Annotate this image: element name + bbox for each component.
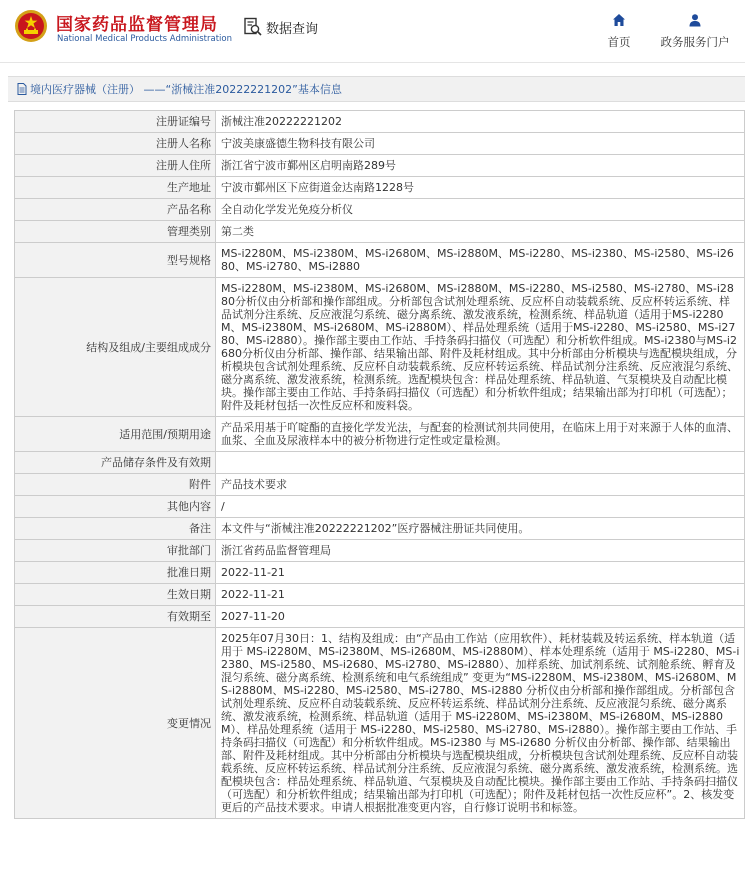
field-label: 变更情况 [15,628,216,819]
field-value: 产品采用基于吖啶酯的直接化学发光法，与配套的检测试剂共同使用，在临床上用于对来源于人体的血清、血浆、全血及尿液样本中的被分析物进行定性或定量检测。 [216,417,745,452]
nav-home-label: 首页 [607,35,631,49]
table-row [15,606,745,628]
field-value: MS-i2280M、MS-i2380M、MS-i2680M、MS-i2880M、MS-i2280、MS-i2380、MS-i2580、MS-i2680、MS-i2780、MS-i2880 [216,243,745,278]
field-label: 管理类别 [15,221,216,243]
field-value: 全自动化学发光免疫分析仪 [216,199,745,221]
document-icon [17,83,27,95]
field-value: MS-i2280M、MS-i2380M、MS-i2680M、MS-i2880M、MS-i2280、MS-i2580、MS-i2780、MS-i2880分析仪由分析部和操作部组成。分析部包含试剂处理系统、反应杯自动装载系统、反应杯转运系统、样品试剂分注系统、反应液混匀系统、磁分离系统、激发液系统，检测系统、样品轨道（适用于MS-i2280M、MS-i2380M、MS-i2680M、MS-i2880M）、样品处理系统（适用于MS-i2280、MS-i2580、MS-i2780、MS-i2880）。操作部主要由工作站、手持条码扫描仪（可选配）和分析软件组成。MS-i2380与MS-i2680分析仪由分析部、操作部、结果输出部、附件及耗材组成。其中分析部由分析模块与选配模块组成，分析模块包含试剂处理系统、反应杯自动装载系统、反应杯转运系统、样品试剂分注系统、反应液混匀系统、磁分离系统、激发液系统，检测系统。选配模块包含：样品处理系统、样品轨道、气泵模块及自动配比模块。操作部主要由工作站、手持条码扫描仪（可选配）和分析软件组成；结果输出部为打印机（可选配）；附件及耗材包括一次性反应杯和废料袋。 [216,278,745,417]
table-row [15,177,745,199]
table-row [15,278,745,417]
field-value: 2027-11-20 [216,606,745,628]
field-label: 注册人名称 [15,133,216,155]
field-value: 第二类 [216,221,745,243]
field-value: / [216,496,745,518]
field-value: 2022-11-21 [216,562,745,584]
nav-gov-service-label: 政务服务门户 [660,35,730,49]
table-row [15,452,745,474]
table-row [15,133,745,155]
field-value: 2025年07月30日：1、结构及组成：由“产品由工作站（应用软件）、耗材装载及转运系统、样本轨道（适用于 MS-i2280M、MS-i2380M、MS-i2680M、MS-i2880M）、样本处理系统（适用于 MS-i2280、MS-i2380、MS-i2580、MS-i2680、MS-i2780、MS-i2880）、加样系统、加试剂系统、试剂舱系统、孵育及混匀系统、磁分离系统、检测系统和电气系统组成” 变更为“MS-i2280M、MS-i2380M、MS-i2680M、MS-i2880M、MS-i2280、MS-i2580、MS-i2780、MS-i2880 分析仪由分析部和操作部组成。分析部包含试剂处理系统、反应杯自动装载系统、反应杯转运系统、样品试剂分注系统、反应液混匀系统、磁分离系统、激发液系统，检测系统、样品轨道（适用于 MS-i2280M、MS-i2380M、MS-i2680M、MS-i2880M）、样品处理系统（适用于 MS-i2280、MS-i2580、MS-i2780、MS-i2880）。操作部主要由工作站、手持条码扫描仪（可选配）和分析软件组成。MS-i2380 与 MS-i2680 分析仪由分析部、操作部、结果输出部、附件及耗材组成。其中分析部由分析模块与选配模块组成，分析模块包含试剂处理系统、反应杯自动装载系统、反应杯转运系统、样品试剂分注系统、反应液混匀系统、磁分离系统、激发液系统，检测系统。选配模块包含：样品处理系统、样品轨道、气泵模块及自动配比模块。操作部主要由工作站、手持条码扫描仪（可选配）和分析软件组成；结果输出部为打印机（可选配）；附件及耗材包括一次性反应杯”。2、核发变更后的产品技术要求。申请人根据批准变更内容，自行修订说明书和标签。 [216,628,745,819]
field-label: 批准日期 [15,562,216,584]
table-row [15,155,745,177]
table-row [15,221,745,243]
table-row [15,243,745,278]
table-row [15,474,745,496]
table-row [15,111,745,133]
field-value: 浙械注准20222221202 [216,111,745,133]
registration-info-table [14,110,745,819]
field-label: 适用范围/预期用途 [15,417,216,452]
field-value: 宁波美康盛德生物科技有限公司 [216,133,745,155]
field-label: 生效日期 [15,584,216,606]
user-icon [688,13,702,27]
table-row [15,417,745,452]
field-label: 审批部门 [15,540,216,562]
field-label: 注册人住所 [15,155,216,177]
field-label: 产品名称 [15,199,216,221]
table-row [15,199,745,221]
field-value: 宁波市鄞州区下应街道金达南路1228号 [216,177,745,199]
national-emblem-icon [14,9,48,43]
record-title-bar [8,76,745,102]
table-row [15,540,745,562]
table-row [15,496,745,518]
field-label: 结构及组成/主要组成成分 [15,278,216,417]
field-label: 产品储存条件及有效期 [15,452,216,474]
field-value: 产品技术要求 [216,474,745,496]
field-label: 生产地址 [15,177,216,199]
logo-title-en: National Medical Products Administration [57,34,232,44]
field-label: 型号规格 [15,243,216,278]
table-row [15,562,745,584]
field-label: 有效期至 [15,606,216,628]
nav-home[interactable] [600,12,638,50]
field-label: 注册证编号 [15,111,216,133]
table-row [15,628,745,819]
field-value: 浙江省药品监督管理局 [216,540,745,562]
data-query-label: 数据查询 [266,21,319,37]
home-icon [612,13,626,27]
site-header [0,0,745,63]
field-value: 本文件与“浙械注准20222221202”医疗器械注册证共同使用。 [216,518,745,540]
field-value [216,452,745,474]
field-label: 附件 [15,474,216,496]
record-title: 境内医疗器械（注册） ——“浙械注准20222221202”基本信息 [30,83,342,96]
data-query-icon [243,17,263,37]
table-row [15,584,745,606]
field-value: 2022-11-21 [216,584,745,606]
field-value: 浙江省宁波市鄞州区启明南路289号 [216,155,745,177]
field-label: 备注 [15,518,216,540]
data-query-link[interactable] [243,17,318,37]
nav-gov-service[interactable] [655,12,735,50]
logo-title-cn: 国家药品监督管理局 [56,15,218,35]
field-label: 其他内容 [15,496,216,518]
table-row [15,518,745,540]
